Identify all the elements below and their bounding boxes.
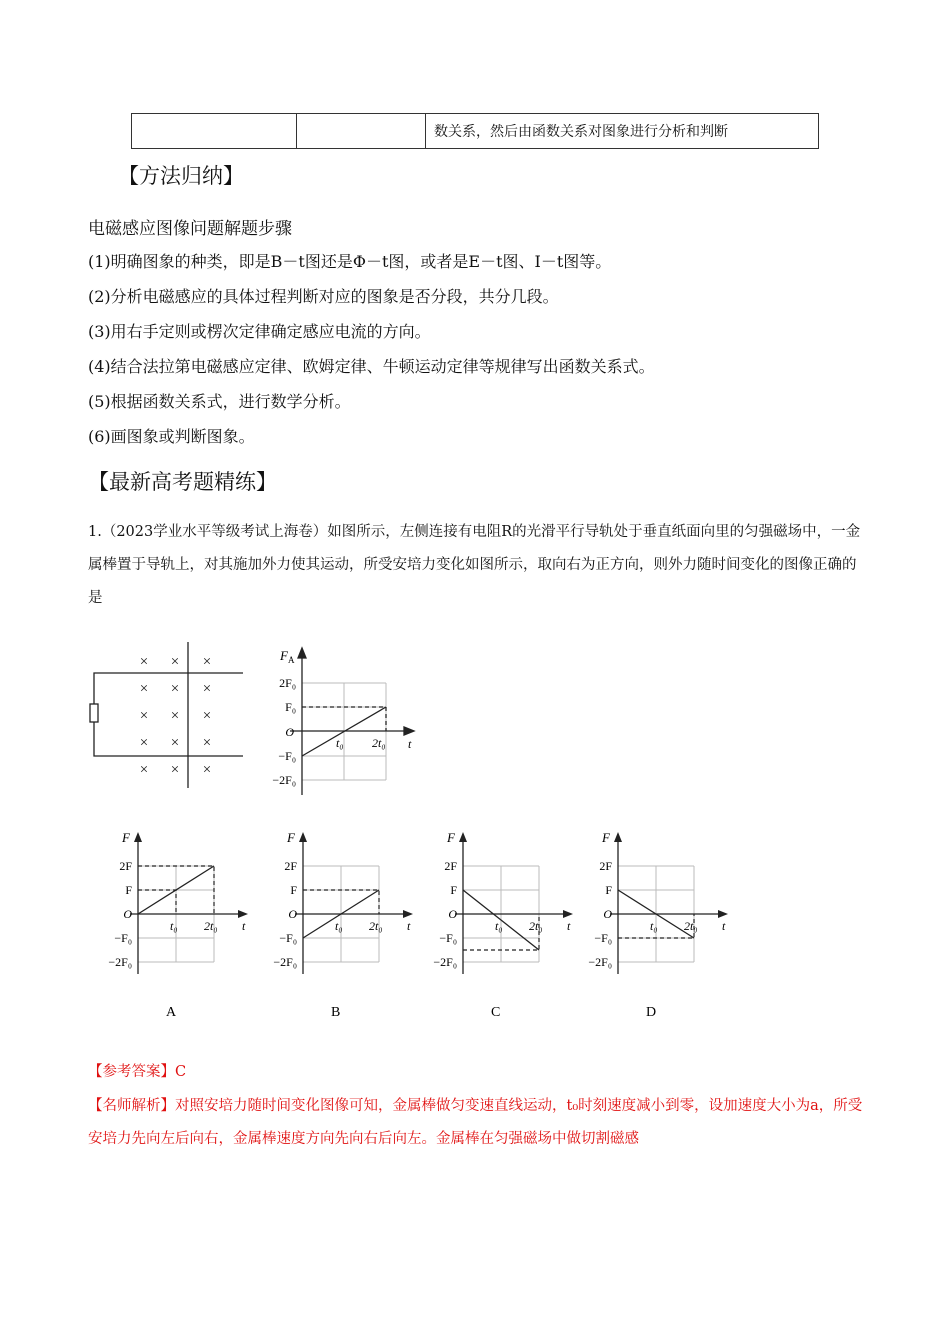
answer-label: 【参考答案】 [88,1064,175,1080]
y-axis-label: F [447,830,455,845]
ampere-force-graph [250,640,430,805]
magnetic-field-cross-icon: × [202,708,212,724]
option-graph-b [255,828,415,1028]
y-arrow-icon [298,648,306,658]
magnetic-field-cross-icon: × [139,735,149,751]
y-axis-label: F [287,830,295,845]
magnetic-field-cross-icon: × [139,708,149,724]
tick-label: 2t₀ [369,919,383,933]
x-arrow-icon [238,910,248,918]
magnetic-field-cross-icon: × [170,708,180,724]
table-cell: 数关系，然后由函数关系对图象进行分析和判断 [426,114,819,149]
magnetic-field-cross-icon: × [139,681,149,697]
tick-label: 2F₀ [279,676,296,690]
answer-line [88,1060,186,1081]
option-graph-c [415,828,575,1028]
x-axis-label: t [408,737,412,751]
tick-label: 2F [599,859,612,873]
tick-label: F [605,883,612,897]
answer-value: C [175,1064,187,1080]
table-cell [297,114,426,149]
tick-label: O [603,907,612,921]
step-item: (4)结合法拉第电磁感应定律、欧姆定律、牛顿运动定律等规律写出函数关系式。 [88,357,655,376]
circuit-figure [88,640,248,790]
tick-label: −F₀ [439,931,457,945]
method-heading: 【方法归纳】 [118,164,244,188]
x-arrow-icon [403,910,413,918]
x-arrow-icon [404,727,414,735]
option-label: A [166,1005,177,1020]
table-cell [132,114,297,149]
tick-label: 2F [119,859,132,873]
summary-table [131,113,819,149]
y-arrow-icon [459,832,467,842]
x-axis-label: t [407,919,411,933]
y-arrow-icon [299,832,307,842]
magnetic-field-cross-icon: × [170,654,180,670]
tick-label: −2F₀ [108,955,132,969]
tick-label: −F₀ [114,931,132,945]
step-item: (1)明确图象的种类，即是B－t图还是Φ－t图，或者是E－t图、I－t图等。 [88,252,612,271]
option-label: B [331,1005,341,1020]
magnetic-field-cross-icon: × [202,735,212,751]
tick-label: O [285,725,294,739]
step-item: (6)画图象或判断图象。 [88,427,255,446]
y-axis-label: F [122,830,130,845]
option-graph-d [570,828,730,1028]
exercise-heading: 【最新高考题精练】 [88,470,277,494]
tick-label: −F₀ [594,931,612,945]
tick-label: 2t₀ [684,919,698,933]
option-label: D [646,1005,657,1020]
resistor-icon [90,704,98,722]
magnetic-field-cross-icon: × [170,681,180,697]
tick-label: t₀ [650,919,658,933]
analysis-label: 【名师解析】 [88,1098,175,1114]
tick-label: −2F₀ [433,955,457,969]
magnetic-field-cross-icon: × [202,762,212,778]
tick-label: F₀ [285,700,296,714]
rail-wire [94,673,243,756]
step-item: (2)分析电磁感应的具体过程判断对应的图象是否分段，共分几段。 [88,287,559,306]
tick-label: 2F [444,859,457,873]
x-axis-label: t [722,919,726,933]
tick-label: −F₀ [279,931,297,945]
step-item: (3)用右手定则或楞次定律确定感应电流的方向。 [88,322,431,341]
magnetic-field-cross-icon: × [139,654,149,670]
magnetic-field-cross-icon: × [202,654,212,670]
tick-label: F [450,883,457,897]
x-axis-label: t [567,919,571,933]
method-subtitle: 电磁感应图像问题解题步骤 [88,219,292,239]
step-item: (5)根据函数关系式，进行数学分析。 [88,392,351,411]
tick-label: t₀ [170,919,178,933]
y-axis-label: F [602,830,610,845]
tick-label: F [290,883,297,897]
tick-label: 2t₀ [529,919,543,933]
magnetic-field-cross-icon: × [170,735,180,751]
x-axis-label: t [242,919,246,933]
option-graph-a [90,828,250,1028]
magnetic-field-cross-icon: × [202,681,212,697]
y-arrow-icon [134,832,142,842]
question-text: 1.（2023学业水平等级考试上海卷）如图所示，左侧连接有电阻R的光滑平行导轨处于垂直纸面向里的匀强磁场中，一金属棒置于导轨上，对其施加外力使其运动，所受安培力变化如图所示，取向右为正方向，则外力随时间变化的图像正确的是 [88,524,861,606]
tick-label: t₀ [495,919,503,933]
option-label: C [491,1005,501,1020]
table-row [132,114,819,149]
y-axis-sub: A [288,655,295,665]
analysis-paragraph [88,1090,868,1156]
y-arrow-icon [614,832,622,842]
tick-label: −2F₀ [588,955,612,969]
analysis-text: 对照安培力随时间变化图像可知，金属棒做匀变速直线运动，t₀时刻速度减小到零，设加速度大小为a，所受安培力先向左后向右，金属棒速度方向先向右后向左。金属棒在匀强磁场中做切割磁感 [88,1098,863,1147]
tick-label: t₀ [336,736,344,750]
tick-label: 2t₀ [204,919,218,933]
tick-label: 2t₀ [372,736,386,750]
tick-label: −2F₀ [272,773,296,787]
y-axis-label: F [280,648,288,663]
tick-label: −2F₀ [273,955,297,969]
tick-label: t₀ [335,919,343,933]
x-arrow-icon [718,910,728,918]
magnetic-field-cross-icon: × [139,762,149,778]
tick-label: O [448,907,457,921]
tick-label: O [123,907,132,921]
tick-label: O [288,907,297,921]
tick-label: −F₀ [278,749,296,763]
magnetic-field-cross-icon: × [170,762,180,778]
tick-label: F [125,883,132,897]
tick-label: 2F [284,859,297,873]
